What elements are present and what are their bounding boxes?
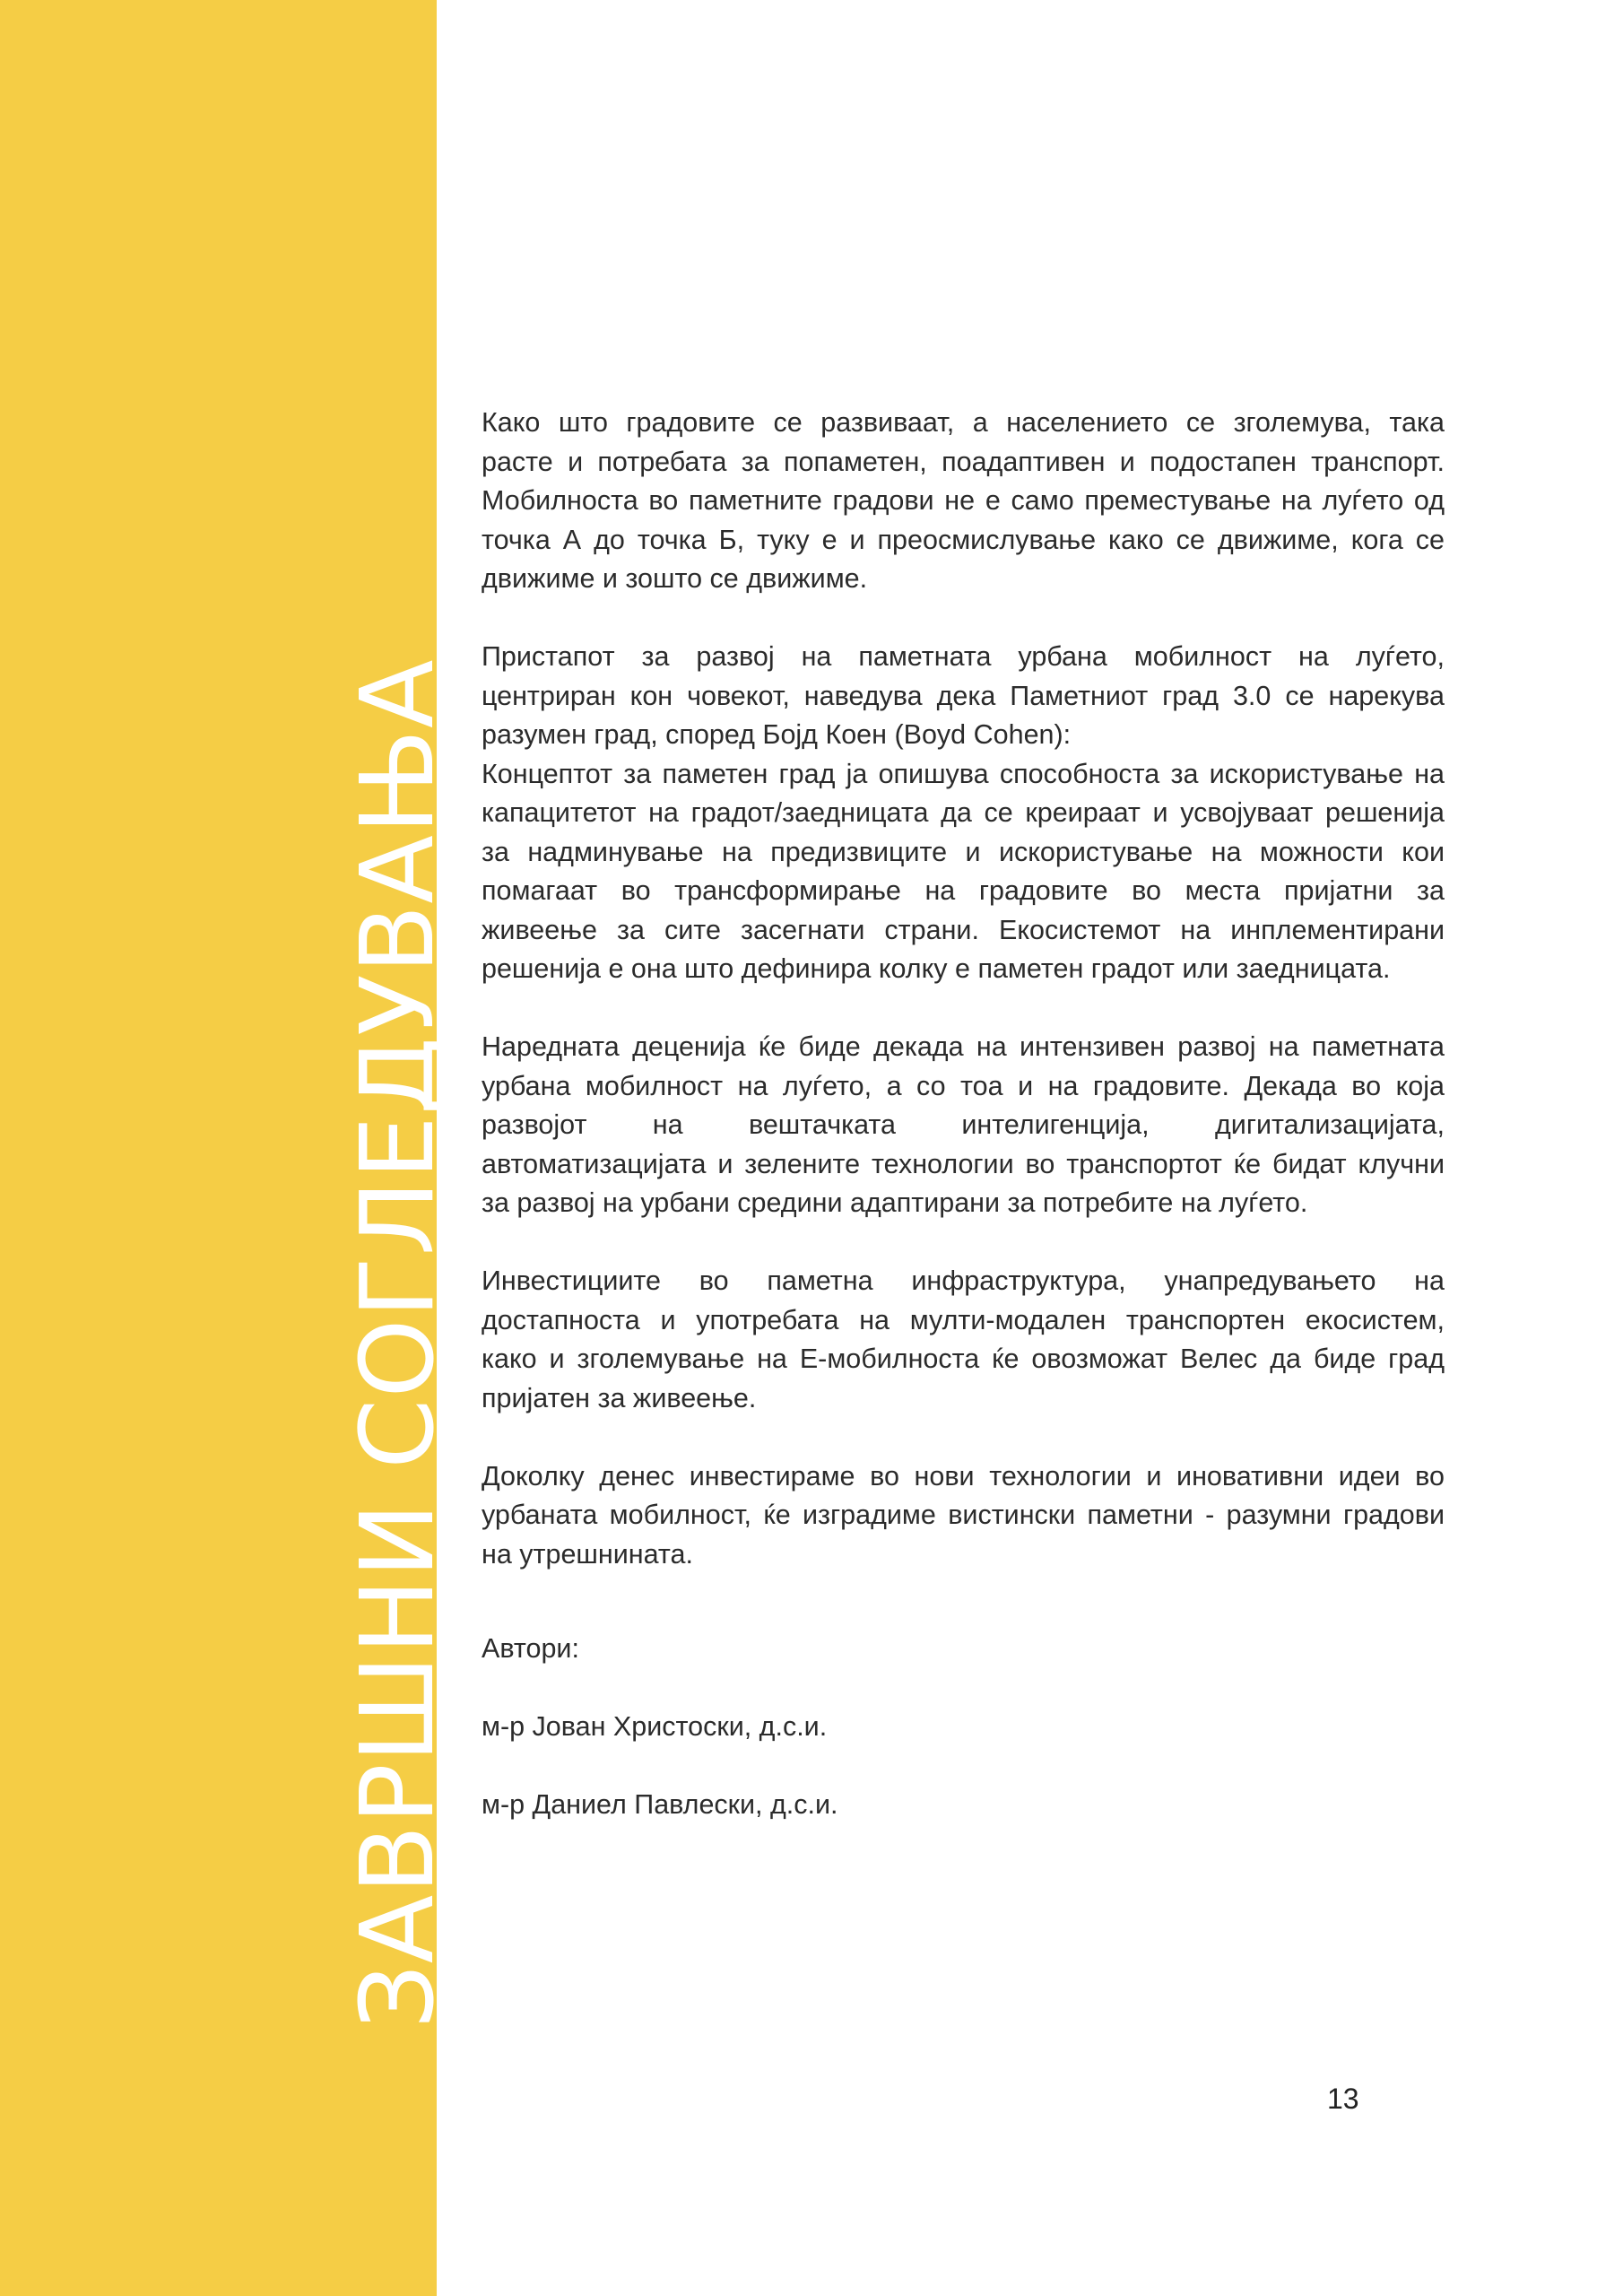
text-line: разумен град, според Бојд Коен (Boyd Cohen): (482, 719, 1072, 750)
author-name: м-р Јован Христоски, д.с.и. (482, 1711, 828, 1742)
text-line: како и зголемување на Е-мобилноста ќе овозможат Велес да биде град (482, 1344, 1445, 1374)
text-line: решенија е она што дефинира колку е паметен градот или заедницата. (482, 953, 1391, 984)
text-line: за надминување на предизвиците и искористување на можности кои (482, 836, 1445, 867)
text-line: Доколку денес инвестираме во нови технологии и иновативни идеи во (482, 1460, 1445, 1492)
paragraph-investments (482, 1262, 1445, 1418)
text-line: автоматизацијата и зелените технологии во транспортот ќе бидат клучни (482, 1148, 1445, 1179)
main-text (482, 404, 1445, 1864)
text-line: центриран кон човекот, наведува дека Паметниот град 3.0 се нарекува (482, 680, 1445, 711)
text-line: движиме и зошто се движиме. (482, 563, 868, 594)
text-line: помагаат во трансформирање на градовите во места пријатни за (482, 875, 1445, 906)
author-name: м-р Даниел Павлески, д.с.и. (482, 1789, 838, 1820)
authors-heading: Автори: (482, 1633, 579, 1664)
text-line: Инвестициите во паметна инфраструктура, унапредувањето на (482, 1265, 1445, 1296)
text-line: расте и потребата за попаметен, поадаптивен и подостапен транспорт. (482, 446, 1445, 477)
text-line: живеење за сите засегнати страни. Екосистемот на инплементирани (482, 914, 1445, 945)
text-line: Пристапот за развој на паметната урбана мобилност на луѓето, (482, 641, 1445, 672)
paragraph-next-decade (482, 1028, 1445, 1223)
text-line: за развој на урбани средини адаптирани за потребите на луѓето. (482, 1187, 1308, 1218)
text-line: Наредната деценија ќе биде декада на интензивен развој на паметната (482, 1031, 1445, 1062)
text-line: капацитетот на градот/заедницата да се креираат и усвојуваат решенија (482, 797, 1445, 828)
paragraph-conclusion (482, 1457, 1445, 1575)
text-line: пријатен за живеење. (482, 1382, 757, 1413)
text-line: развојот на вештачката интелигенција, дигитализацијата, (482, 1109, 1445, 1140)
text-line: Како што градовите се развиваат, а населението се зголемува, така (482, 407, 1445, 438)
paragraph-smart-city (482, 638, 1445, 989)
authors-block (482, 1630, 1445, 1825)
text-line: достапноста и употребата на мулти-модален транспортен екосистем, (482, 1304, 1445, 1335)
paragraph-intro (482, 404, 1445, 599)
text-line: Концептот за паметен град ја опишува способноста за искористување на (482, 758, 1445, 789)
text-line: точка А до точка Б, туку е и преосмислување како се движиме, кога се (482, 524, 1445, 555)
text-line: Мобилноста во паметните градови не е само преместување на луѓето од (482, 485, 1445, 516)
text-line: урбаната мобилност, ќе изградиме вистински паметни - разумни градови (482, 1500, 1445, 1530)
text-line: урбана мобилност на луѓето, а со тоа и на градовите. Декада во која (482, 1070, 1445, 1101)
text-line: на утрешнината. (482, 1538, 693, 1570)
section-title: ЗАВРШНИ СОГЛЕДУВАЊА (340, 658, 456, 2029)
page-number: 13 (1327, 2083, 1359, 2115)
